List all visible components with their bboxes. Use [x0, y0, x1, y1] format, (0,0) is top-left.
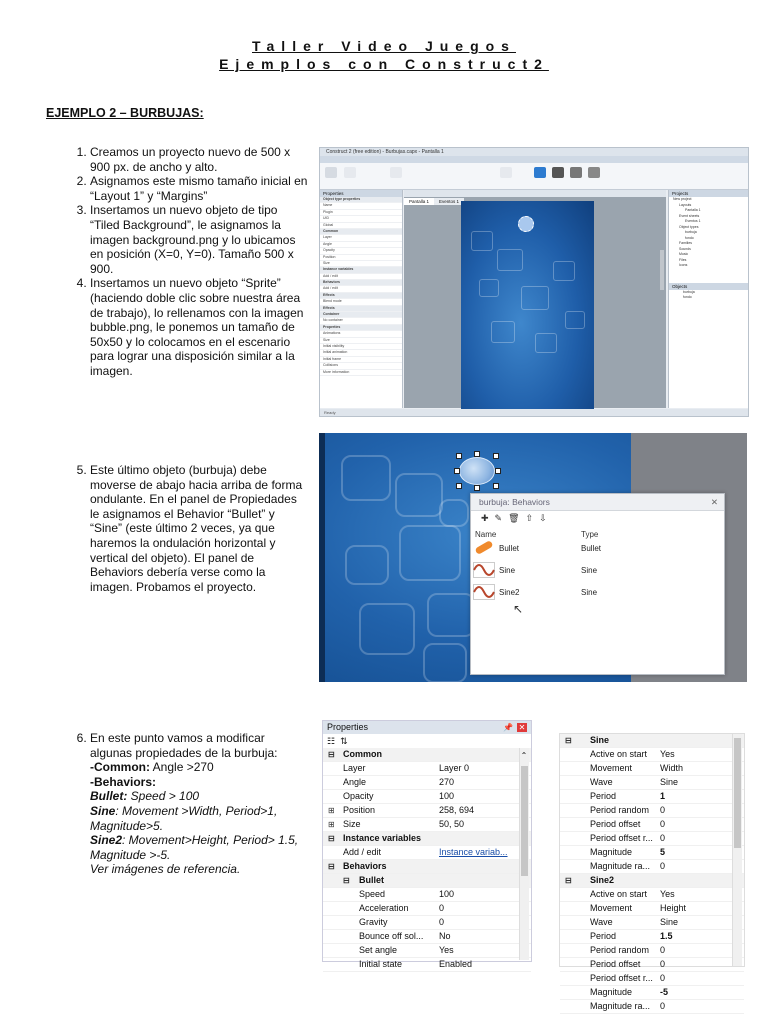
- layout-tab: Pantalla 1: [404, 198, 434, 205]
- tree-item[interactable]: Event sheets: [679, 213, 700, 218]
- property-row: Container: [320, 312, 402, 318]
- property-row[interactable]: [323, 818, 531, 832]
- property-row: Angle: [320, 242, 402, 248]
- property-value: 5: [660, 847, 666, 857]
- property-key: Sine2: [590, 875, 615, 885]
- status-bar: Ready: [320, 409, 749, 416]
- property-value: 0: [439, 903, 445, 913]
- property-key: Movement: [590, 763, 633, 773]
- tree-item[interactable]: New project: [673, 197, 692, 201]
- property-key: Period offset r...: [590, 973, 653, 983]
- property-row[interactable]: [323, 916, 531, 930]
- screenshot-behaviors: [319, 433, 747, 682]
- tree-item[interactable]: Sounds: [679, 246, 691, 251]
- step-3: 3. Insertamos un nuevo objeto de tipo “Tiled Background”, le asignamos la imagen background.png y lo ubicamos en posición (X=0, Y=0). Tamaño 500 x 900.: [90, 203, 308, 276]
- step-6: 6. En este punto vamos a modificar algunas propiedades de la burbuja: -Common: Angle >270 -Behaviors: Bullet: Speed > 100 Sine: Movement >Width, Period>1, Magnitude>5. Sine2: Movement>Height, Period> 1.5, Magnitude >-5. Ver imágenes de referencia.: [90, 731, 308, 877]
- property-row: Name: [320, 203, 402, 209]
- property-value: 0: [660, 833, 666, 843]
- tree-item[interactable]: Icons: [679, 263, 688, 267]
- collapse-icon[interactable]: ⊟: [343, 876, 350, 885]
- property-row: Properties: [320, 325, 402, 331]
- step-1: 1. Creamos un proyecto nuevo de 500 x 900 px. de ancho y alto.: [90, 145, 308, 174]
- projects-panel: [668, 190, 749, 408]
- scroll-up-icon[interactable]: ⌃: [520, 751, 528, 760]
- property-row: Global: [320, 223, 402, 229]
- layout-canvas: [461, 201, 594, 417]
- property-value: 0: [660, 945, 666, 955]
- property-key: Magnitude: [590, 847, 633, 857]
- property-row: Opacity: [320, 248, 402, 254]
- property-row[interactable]: [560, 846, 744, 860]
- property-row: Collisions: [320, 363, 402, 369]
- property-row[interactable]: [560, 944, 744, 958]
- property-row[interactable]: [560, 832, 744, 846]
- property-row[interactable]: [560, 958, 744, 972]
- property-row[interactable]: [560, 860, 744, 874]
- property-key: Common: [343, 749, 382, 759]
- property-key: Wave: [590, 917, 613, 927]
- property-key: Layer: [343, 763, 366, 773]
- property-value: Yes: [439, 945, 454, 955]
- property-row[interactable]: [560, 790, 744, 804]
- layout-icon: [500, 167, 512, 178]
- property-row: Object type properties: [320, 197, 402, 203]
- behaviors-dialog: [470, 493, 725, 675]
- column-type: Type: [581, 530, 599, 539]
- property-row[interactable]: [560, 888, 744, 902]
- property-key: Sine: [590, 735, 610, 745]
- behaviors-dialog-title: burbuja: Behaviors ✕: [471, 494, 724, 511]
- property-row: Common: [320, 229, 402, 235]
- property-category[interactable]: [560, 874, 744, 888]
- collapse-icon[interactable]: ⊟: [328, 862, 335, 871]
- property-category[interactable]: [323, 748, 531, 762]
- property-key: Movement: [590, 903, 633, 913]
- behavior-name[interactable]: Bullet: [499, 544, 520, 553]
- screenshot-construct2-editor: [319, 147, 749, 417]
- property-row: Instance variables: [320, 267, 402, 273]
- property-row[interactable]: [560, 986, 744, 1000]
- property-key: Opacity: [343, 791, 374, 801]
- collapse-icon[interactable]: ⊟: [565, 736, 572, 745]
- property-row: Position: [320, 255, 402, 261]
- property-value: 1.5: [660, 931, 673, 941]
- property-key: Period offset: [590, 819, 641, 829]
- property-row: Size: [320, 338, 402, 344]
- property-key: Period offset r...: [590, 833, 653, 843]
- tree-item[interactable]: Files: [679, 257, 687, 262]
- doc-title-1: Taller Video Juegos: [252, 38, 516, 54]
- property-row[interactable]: [323, 888, 531, 902]
- property-value: Width: [660, 763, 684, 773]
- steps-list-c: [46, 731, 308, 877]
- undo-icon: [390, 167, 402, 178]
- pin-icon[interactable]: 📌: [503, 723, 513, 732]
- property-row: Effects: [320, 306, 402, 312]
- property-row: Blend mode: [320, 299, 402, 305]
- doc-title-2: Ejemplos con Construct2: [219, 56, 549, 72]
- object-item: burbuja: [683, 289, 695, 294]
- tree-item[interactable]: burbuja: [685, 230, 697, 234]
- property-value: 50, 50: [439, 819, 465, 829]
- property-row: No container: [320, 318, 402, 324]
- behavior-name[interactable]: Sine: [499, 566, 516, 575]
- property-key: Instance variables: [343, 833, 422, 843]
- property-value: 100: [439, 889, 455, 899]
- property-key: Angle: [343, 777, 367, 787]
- property-value: 0: [660, 1001, 666, 1011]
- property-key: Acceleration: [359, 903, 409, 913]
- move-up-icon[interactable]: ⇧: [525, 513, 540, 523]
- property-row[interactable]: [560, 776, 744, 790]
- tree-item[interactable]: Layouts: [679, 202, 692, 207]
- ribbon-tabs: [320, 156, 748, 163]
- cut-icon: [344, 167, 356, 178]
- property-value: No: [439, 931, 451, 941]
- debug-icon: [552, 167, 564, 178]
- layout-view: [404, 190, 666, 408]
- sine-properties-panel: [559, 733, 745, 1011]
- property-category[interactable]: [323, 874, 531, 888]
- property-key: Gravity: [359, 917, 388, 927]
- property-row: Behaviors: [320, 280, 402, 286]
- properties-panel: [322, 720, 532, 969]
- property-key: Wave: [590, 777, 613, 787]
- property-row: Animations: [320, 331, 402, 337]
- property-key: Period random: [590, 945, 650, 955]
- property-row[interactable]: [560, 902, 744, 916]
- property-key: Size: [343, 819, 361, 829]
- properties-toolbar: [323, 734, 531, 748]
- property-row[interactable]: [323, 762, 531, 776]
- events-tab: Eventos 1: [434, 198, 464, 205]
- steps-list-a: [46, 145, 308, 379]
- steps-list-b: [46, 463, 308, 594]
- property-value: Yes: [660, 889, 675, 899]
- property-row[interactable]: [560, 762, 744, 776]
- run-layout-icon: [534, 167, 546, 178]
- tree-item[interactable]: fondo: [685, 235, 694, 240]
- property-key: Active on start: [590, 889, 648, 899]
- add-icon[interactable]: ✚: [481, 513, 495, 523]
- property-value: 0: [439, 917, 445, 927]
- property-value: Enabled: [439, 959, 473, 969]
- behaviors-toolbar: [471, 511, 724, 525]
- property-value: 1: [660, 791, 666, 801]
- property-row[interactable]: [323, 944, 531, 958]
- property-row: Add / edit: [320, 286, 402, 292]
- behavior-type: Sine: [581, 588, 598, 597]
- collapse-icon[interactable]: ⊟: [328, 834, 335, 843]
- collapse-icon[interactable]: ⊟: [328, 750, 335, 759]
- property-row: More information: [320, 370, 402, 376]
- bullet-icon: [473, 540, 495, 556]
- object-item: fondo: [683, 295, 692, 299]
- properties-rows: [320, 197, 402, 376]
- expand-icon[interactable]: ⊞: [328, 820, 335, 829]
- behavior-type: Bullet: [581, 544, 602, 553]
- property-value: Yes: [660, 749, 675, 759]
- property-value: -5: [660, 987, 669, 997]
- property-key: Period random: [590, 805, 650, 815]
- section-heading: EJEMPLO 2 – BURBUJAS:: [46, 106, 204, 120]
- project-tree: [669, 197, 749, 269]
- sine-wave-icon: [473, 584, 495, 600]
- behavior-type: Sine: [581, 566, 598, 575]
- property-key: Bullet: [359, 875, 385, 885]
- tree-item[interactable]: Eventos 1: [685, 219, 701, 223]
- property-key: Period: [590, 791, 617, 801]
- collapse-icon[interactable]: ⊟: [565, 876, 572, 885]
- property-value: 100: [439, 791, 455, 801]
- behavior-name[interactable]: Sine2: [499, 588, 520, 597]
- properties-title: Properties 📌 ✕: [323, 721, 531, 734]
- property-row[interactable]: [323, 902, 531, 916]
- property-row: UID: [320, 216, 402, 222]
- property-row: Initial frame: [320, 357, 402, 363]
- property-value: 0: [660, 861, 666, 871]
- property-row: Layer: [320, 235, 402, 241]
- tree-item[interactable]: Pantalla 1: [685, 208, 701, 212]
- property-key: Magnitude: [590, 987, 633, 997]
- property-row[interactable]: [323, 804, 531, 818]
- move-down-icon[interactable]: ⇩: [539, 513, 553, 523]
- properties-panel-small: [320, 190, 403, 408]
- property-row: Size: [320, 261, 402, 267]
- expand-icon[interactable]: ⊞: [328, 806, 335, 815]
- property-value[interactable]: Instance variab...: [439, 847, 508, 857]
- property-key: Magnitude ra...: [590, 861, 651, 871]
- properties-header: Properties: [320, 190, 402, 197]
- sine-wave-icon: [473, 562, 495, 578]
- property-row[interactable]: [560, 804, 744, 818]
- property-value: 270: [439, 777, 455, 787]
- scrollbar: [660, 250, 664, 290]
- property-key: Bounce off sol...: [359, 931, 424, 941]
- property-key: Add / edit: [343, 847, 382, 857]
- ribbon: [320, 163, 748, 190]
- column-name: Name: [475, 530, 497, 539]
- scrollbar[interactable]: [519, 748, 529, 960]
- property-row: Initial visibility: [320, 344, 402, 350]
- property-value: 0: [660, 805, 666, 815]
- property-row[interactable]: [323, 790, 531, 804]
- tree-item[interactable]: Object types: [679, 224, 699, 229]
- step-2: 2. Asignamos este mismo tamaño inicial en “Layout 1” y “Margins”: [90, 174, 308, 203]
- projects-header: Projects: [669, 190, 749, 197]
- objects-header: Objects: [669, 283, 749, 290]
- property-row: Effects: [320, 293, 402, 299]
- property-key: Initial state: [359, 959, 403, 969]
- scrollbar[interactable]: [732, 734, 742, 966]
- property-key: Active on start: [590, 749, 648, 759]
- property-row[interactable]: [323, 958, 531, 972]
- paste-icon: [325, 167, 337, 178]
- close-icon[interactable]: ✕: [518, 723, 526, 732]
- property-key: Behaviors: [343, 861, 387, 871]
- sort-alpha-icon[interactable]: ⇅: [340, 736, 348, 746]
- mouse-cursor-icon: ↖: [513, 602, 524, 616]
- property-row: Add / edit: [320, 274, 402, 280]
- property-value: Layer 0: [439, 763, 470, 773]
- property-value: 0: [660, 973, 666, 983]
- edit-icon[interactable]: ✎: [494, 513, 509, 523]
- delete-icon[interactable]: 🗑: [508, 513, 526, 523]
- step-4: 4. Insertamos un nuevo objeto “Sprite” (haciendo doble clic sobre nuestra área de trabajo), lo rellenamos con la imagen bubble.png, le ponemos un tamaño de 50x50 y lo colocamos en el escenario para lograr una disposición similar a la imagen.: [90, 276, 308, 378]
- export-icon: [570, 167, 582, 178]
- categorized-icon[interactable]: ☷: [327, 736, 336, 746]
- property-row[interactable]: [560, 916, 744, 930]
- property-value: Height: [660, 903, 687, 913]
- property-row[interactable]: [323, 776, 531, 790]
- property-row[interactable]: [323, 930, 531, 944]
- selected-bubble[interactable]: [457, 453, 501, 487]
- property-value: Sine: [660, 777, 679, 787]
- bubble-icon: [459, 457, 495, 485]
- close-icon[interactable]: ✕: [710, 497, 718, 507]
- tree-item[interactable]: Families: [679, 241, 693, 245]
- layout-tabs: [404, 190, 666, 204]
- step-5: 5. Este último objeto (burbuja) debe moverse de abajo hacia arriba de forma ondulante. En el panel de Propiedades le asignamos el Behavior “Bullet” y “Sine” (este último 2 veces, ya que haremos la ondulación horizontal y vertical del objeto). El panel de Behaviors debería verse como la imagen. Probamos el proyecto.: [90, 463, 308, 594]
- property-row: Initial animation: [320, 350, 402, 356]
- property-row[interactable]: [560, 1000, 744, 1014]
- start-page-icon: [588, 167, 600, 178]
- property-key: Magnitude ra...: [590, 1001, 651, 1011]
- property-row[interactable]: [560, 930, 744, 944]
- tree-item[interactable]: Music: [679, 252, 689, 256]
- property-key: Position: [343, 805, 376, 815]
- property-key: Period: [590, 931, 617, 941]
- editor-titlebar: Construct 2 (free edition) - Burbujas.capx - Pantalla 1: [320, 148, 748, 156]
- property-category[interactable]: [323, 832, 531, 846]
- property-row[interactable]: [560, 818, 744, 832]
- property-value: 0: [660, 819, 666, 829]
- property-row[interactable]: [560, 748, 744, 762]
- property-row: Plugin: [320, 210, 402, 216]
- property-value: 0: [660, 959, 666, 969]
- property-category[interactable]: [323, 860, 531, 874]
- property-row[interactable]: [323, 846, 531, 860]
- property-value: Sine: [660, 917, 679, 927]
- property-key: Speed: [359, 889, 386, 899]
- property-category[interactable]: [560, 734, 744, 748]
- bubble-sprite: [518, 216, 534, 232]
- property-row[interactable]: [560, 972, 744, 986]
- property-value: 258, 694: [439, 805, 475, 815]
- property-key: Set angle: [359, 945, 398, 955]
- property-key: Period offset: [590, 959, 641, 969]
